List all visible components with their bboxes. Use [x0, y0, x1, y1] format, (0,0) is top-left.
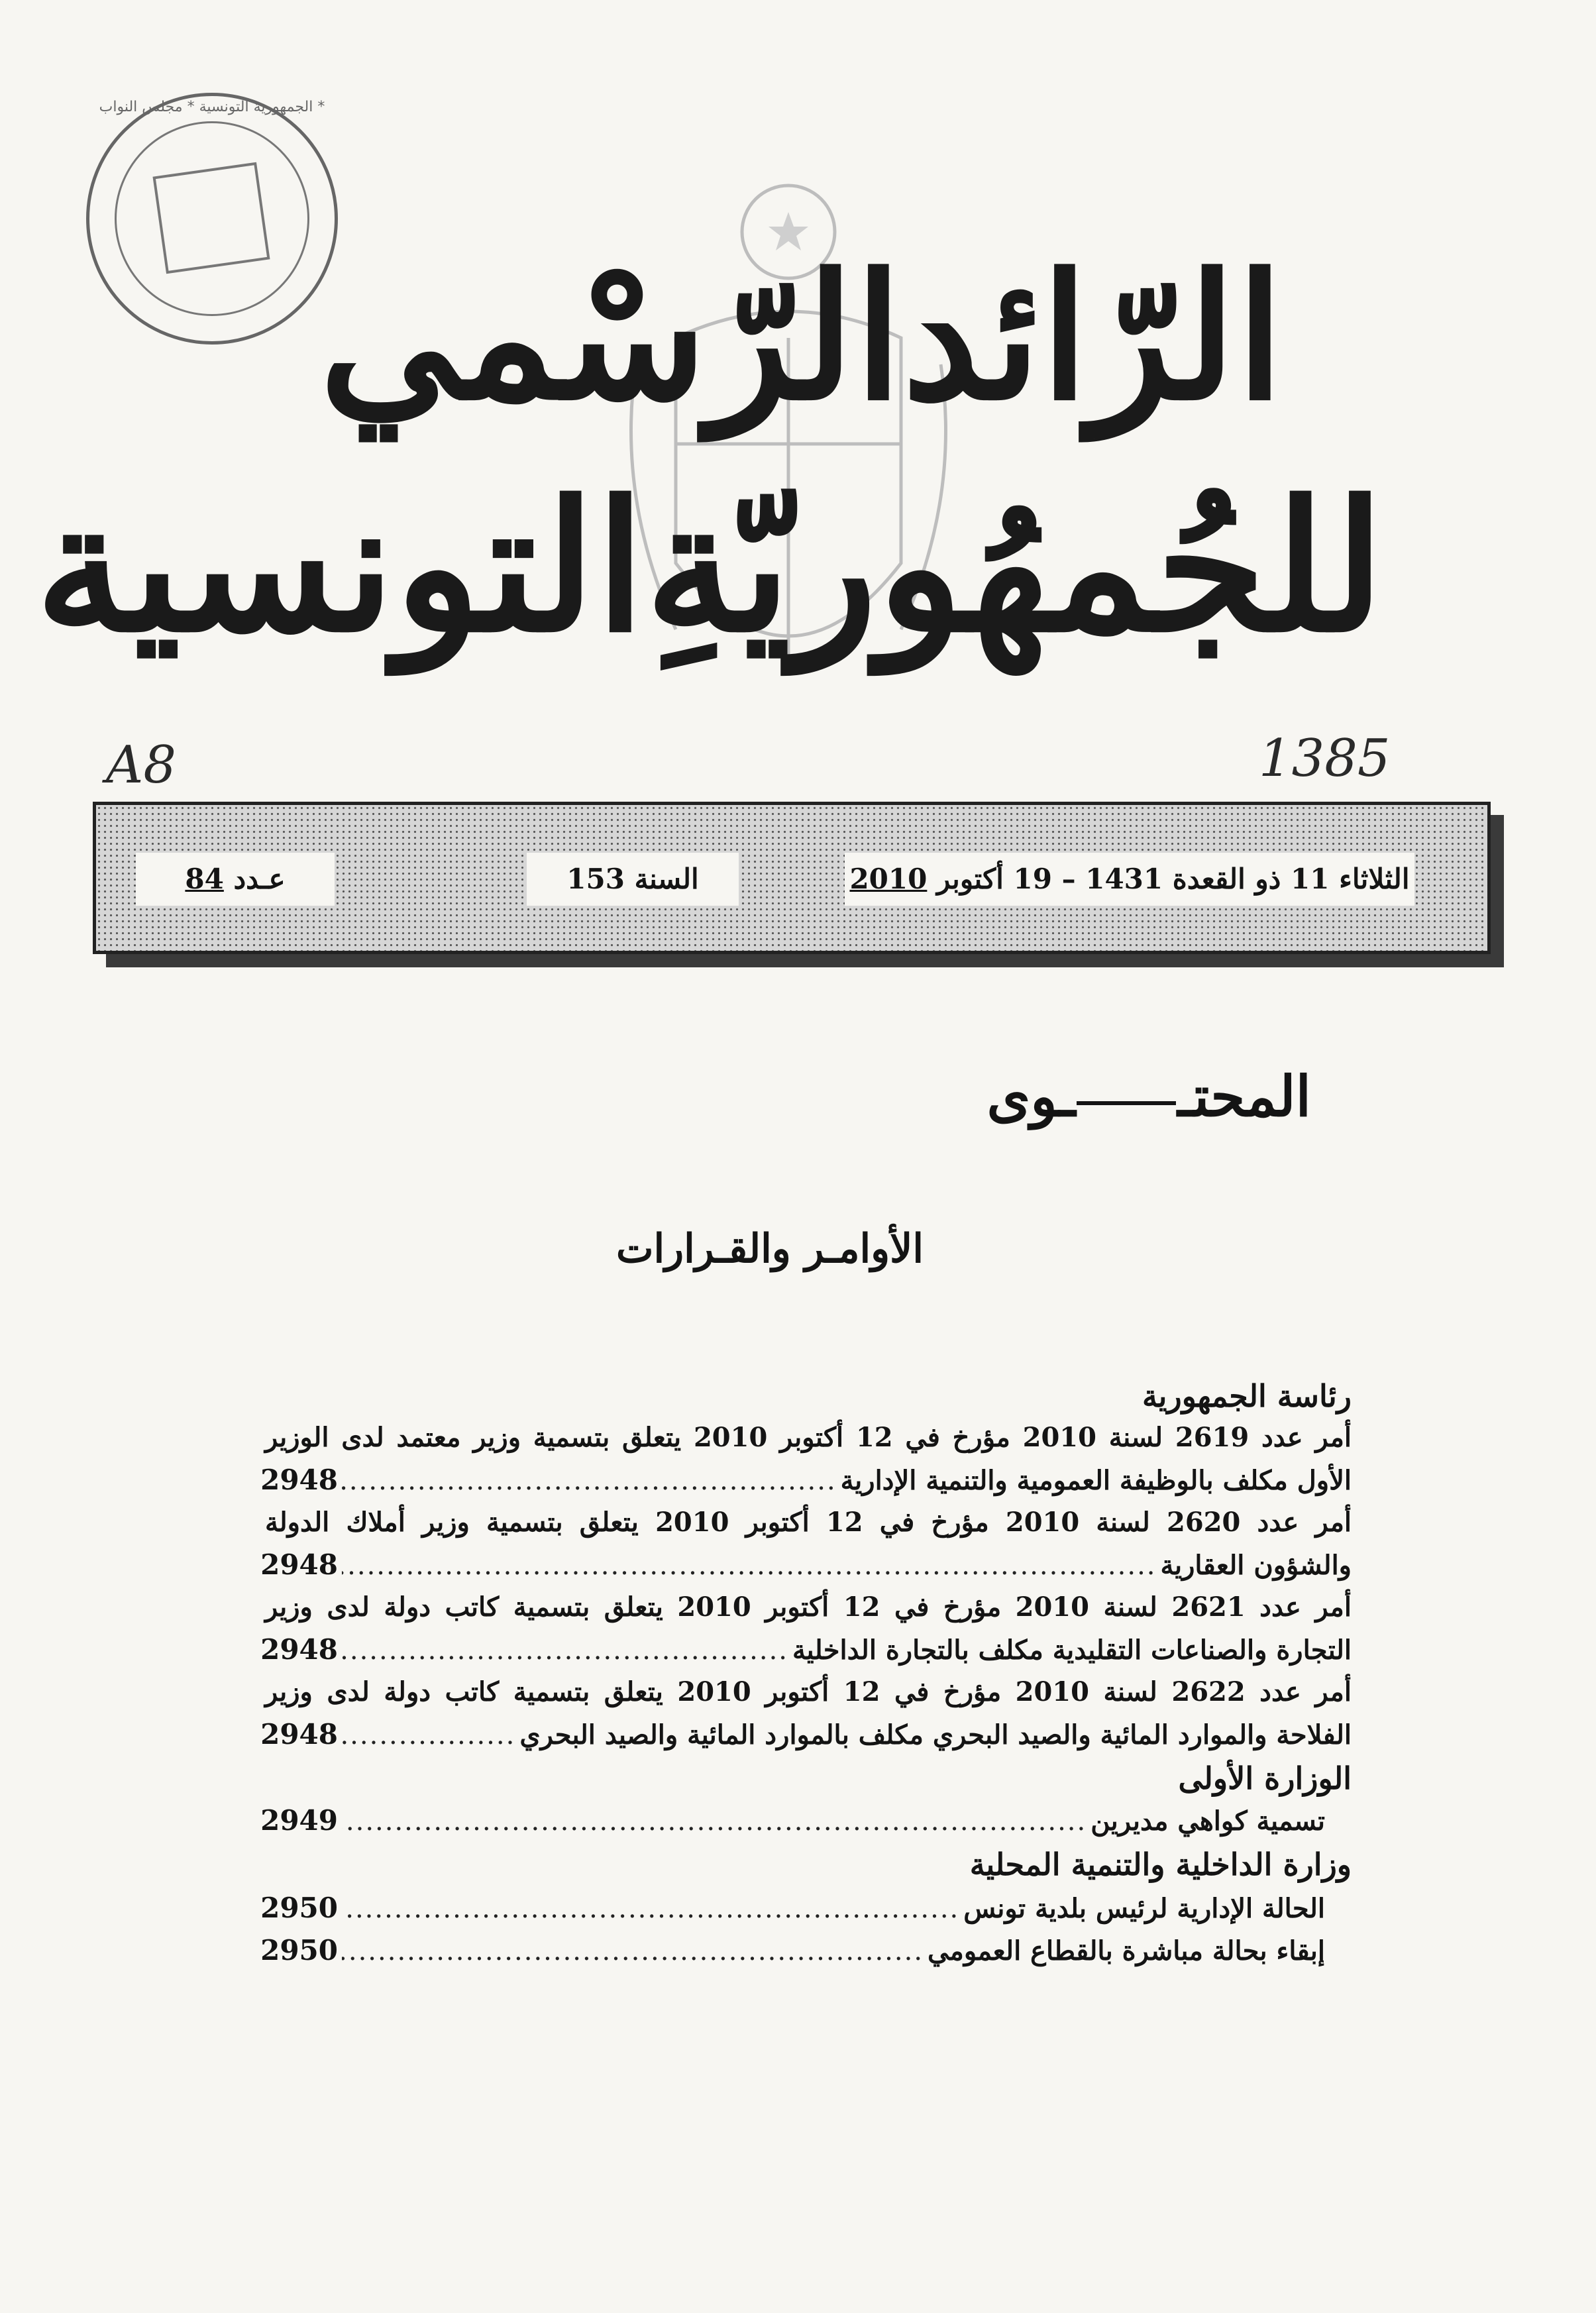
publication-year: السنة 153: [527, 853, 739, 906]
page-number: 2948: [260, 1548, 338, 1581]
page-number: 2949: [260, 1804, 338, 1837]
page-number: 2950: [260, 1934, 338, 1966]
page-number: 2950: [260, 1892, 338, 1924]
toc-entry-line: أمر عدد 2619 لسنة 2010 مؤرخ في 12 أكتوبر 2010 يتعلق بتسمية وزير معتمد لدى الوزير: [265, 1422, 1352, 1453]
issue-date-text: الثلاثاء 11 ذو القعدة 1431 – 19 أكتوبر: [936, 863, 1410, 895]
toc-entry: [260, 1713, 1352, 1756]
toc-entry: [260, 1459, 1352, 1502]
leader-dots: [342, 1629, 788, 1672]
handwritten-note-right: 1385: [1259, 729, 1391, 788]
leader-dots: [342, 1930, 924, 1972]
section-heading: رئاسة الجمهورية: [1142, 1378, 1352, 1414]
issue-header-band: [93, 802, 1491, 954]
contents-subtitle: الأوامـر والقـرارات: [616, 1226, 924, 1272]
toc-entry-text: الأول مكلف بالوظيفة العمومية والتنمية الإدارية: [840, 1465, 1352, 1496]
toc-entry: [260, 1887, 1352, 1930]
leader-dots: [342, 1714, 515, 1756]
issue-number: 84: [185, 863, 224, 895]
masthead-title-line1: الرّائدالرّسْمي: [319, 237, 1284, 439]
contents-title: [987, 1063, 1311, 1129]
leader-dots: [342, 1888, 959, 1930]
toc-entry: [260, 1929, 1352, 1972]
toc-entry-text: إبقاء بحالة مباشرة بالقطاع العمومي: [928, 1935, 1325, 1966]
page-number: 2948: [260, 1718, 338, 1750]
page-number: 2948: [260, 1464, 338, 1496]
leader-dots: [342, 1544, 1157, 1587]
stamp-text: الجمهورية التونسية * مجلس النواب *: [99, 99, 325, 115]
toc-entry-text: الحالة الإدارية لرئيس بلدية تونس: [963, 1893, 1325, 1924]
contents-title-end: ـوى: [986, 1063, 1076, 1129]
toc-entry-line: أمر عدد 2622 لسنة 2010 مؤرخ في 12 أكتوبر 2010 يتعلق بتسمية كاتب دولة لدى وزير: [265, 1676, 1352, 1707]
masthead-title-line2: للجُمهُوريّةِالتونسية: [35, 461, 1385, 672]
toc-entry-text: والشؤون العقارية: [1160, 1550, 1352, 1581]
toc-entry-line: أمر عدد 2621 لسنة 2010 مؤرخ في 12 أكتوبر 2010 يتعلق بتسمية كاتب دولة لدى وزير: [265, 1591, 1352, 1623]
leader-dots: [342, 1460, 837, 1502]
toc-entry-line: أمر عدد 2620 لسنة 2010 مؤرخ في 12 أكتوبر 2010 يتعلق بتسمية وزير أملاك الدولة: [265, 1507, 1352, 1538]
section-heading: وزارة الداخلية والتنمية المحلية: [969, 1847, 1352, 1882]
contents-title-rule: [1077, 1101, 1176, 1105]
leader-dots: [342, 1800, 1087, 1843]
contents-title-start: المحتـ: [1177, 1063, 1311, 1129]
toc-entry: [260, 1544, 1352, 1587]
toc-entry-text: التجارة والصناعات التقليدية مكلف بالتجارة الداخلية: [792, 1635, 1352, 1666]
issue-date: [845, 853, 1414, 906]
issue-number-box: [136, 853, 335, 906]
issue-label: عـدد: [233, 863, 286, 895]
page-number: 2948: [260, 1633, 338, 1666]
issue-date-year: 2010: [849, 863, 928, 895]
toc-entry-text: الفلاحة والموارد المائية والصيد البحري مكلف بالموارد المائية والصيد البحري: [519, 1719, 1352, 1750]
handwritten-note-left: A8: [106, 735, 176, 795]
toc-entry-text: تسمية كواهي مديرين: [1091, 1805, 1325, 1837]
section-heading: الوزارة الأولى: [1178, 1760, 1352, 1796]
toc-entry: [260, 1629, 1352, 1672]
toc-entry: [260, 1800, 1352, 1843]
